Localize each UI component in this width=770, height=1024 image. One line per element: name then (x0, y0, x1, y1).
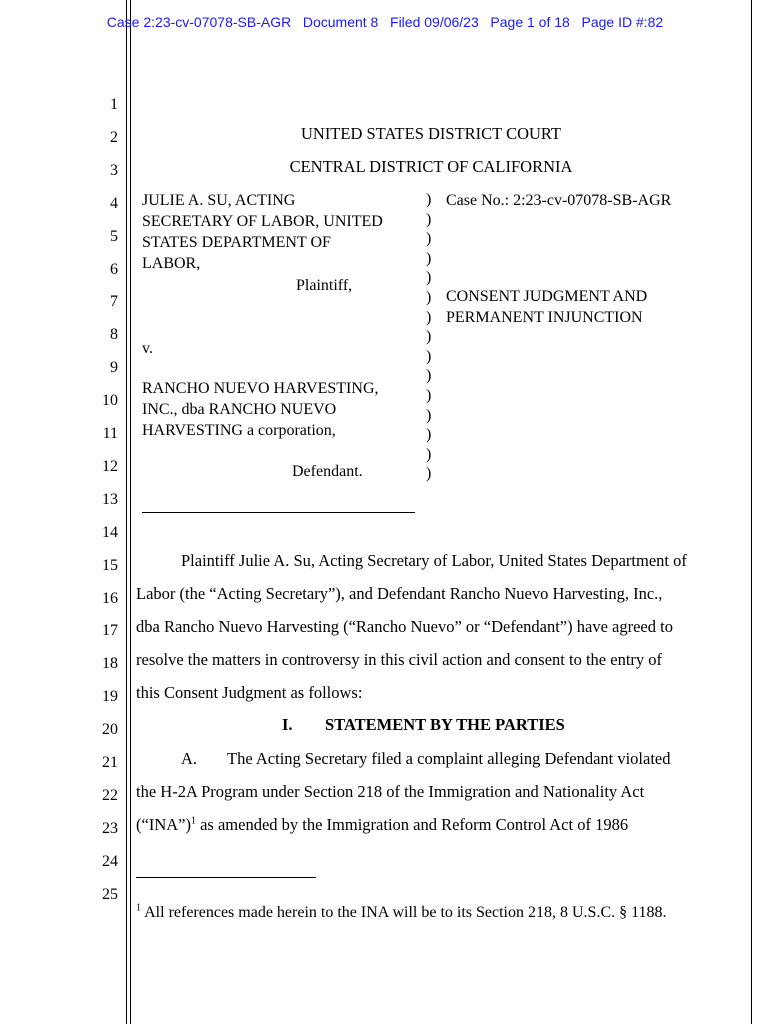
line-number: 10 (102, 392, 118, 410)
paragraph-line: Labor (the “Acting Secretary”), and Defendant Rancho Nuevo Harvesting, Inc., (136, 584, 663, 603)
caption-paren: ) (426, 269, 432, 287)
case-number: Case No.: 2:23-cv-07078-SB-AGR (446, 192, 672, 209)
line-number: 14 (102, 523, 118, 541)
paragraph-line: this Consent Judgment as follows: (136, 683, 363, 702)
line-number: 19 (102, 688, 118, 706)
footnote-separator (136, 877, 316, 878)
caption-paren: ) (426, 367, 432, 385)
line-number: 20 (102, 721, 118, 739)
line-number: 24 (102, 852, 118, 870)
plaintiff-line: STATES DEPARTMENT OF (142, 234, 331, 251)
line-number: 21 (102, 754, 118, 771)
caption-paren: ) (426, 191, 432, 208)
line-number: 7 (110, 293, 118, 311)
footnote-reference[interactable]: 1 (190, 815, 196, 827)
plaintiff-line: SECRETARY OF LABOR, UNITED (142, 213, 383, 230)
line-number: 15 (102, 556, 118, 574)
paragraph-line: dba Rancho Nuevo Harvesting (“Rancho Nuevo” or “Defendant”) have agreed to (136, 617, 673, 636)
footnote-text: All references made herein to the INA will be to its Section 218, 8 U.S.C. § 1188. (141, 904, 667, 921)
caption-underline (142, 512, 415, 513)
section-number: I. (282, 715, 293, 734)
caption-paren: ) (426, 465, 432, 483)
paragraph-line: Plaintiff Julie A. Su, Acting Secretary of Labor, United States Department of (181, 551, 687, 570)
line-number: 1 (110, 96, 118, 113)
caption-paren: ) (426, 328, 432, 346)
court-name: UNITED STATES DISTRICT COURT (300, 124, 561, 143)
document-title-line: CONSENT JUDGMENT AND (446, 288, 648, 305)
caption-paren-column (426, 190, 440, 484)
line-number: 2 (110, 128, 118, 146)
paragraph-line: resolve the matters in controversy in this civil action and consent to the entry of (136, 650, 663, 669)
line-number: 8 (110, 326, 118, 344)
caption-paren: ) (426, 230, 432, 248)
defendant-line: RANCHO NUEVO HARVESTING, (142, 380, 379, 397)
margin-line-left-inner (130, 0, 131, 1024)
plaintiff-line: LABOR, (142, 255, 201, 272)
line-number: 17 (102, 622, 118, 640)
plaintiff-line: JULIE A. SU, ACTING (142, 192, 296, 209)
paragraph-line (136, 815, 628, 835)
text-fragment: as amended by the Immigration and Reform Control Act of 1986 (195, 815, 629, 834)
footnote-marker: 1 (136, 902, 141, 914)
line-number: 5 (110, 227, 118, 245)
caption-paren: ) (426, 426, 432, 444)
caption-paren: ) (426, 347, 432, 365)
line-number: 23 (102, 819, 118, 837)
text-fragment: (“INA”) (136, 815, 191, 834)
caption-paren: ) (426, 210, 432, 228)
line-number: 6 (110, 260, 118, 278)
line-number: 9 (110, 359, 118, 377)
line-number: 3 (110, 161, 118, 179)
defendant-line: INC., dba RANCHO NUEVO (142, 401, 337, 418)
document-title-line: PERMANENT INJUNCTION (446, 309, 643, 326)
footnote (136, 904, 667, 922)
line-number: 16 (102, 589, 118, 607)
caption-paren: ) (426, 249, 432, 267)
caption-paren: ) (426, 308, 432, 326)
versus: v. (142, 340, 153, 357)
line-number: 11 (102, 425, 118, 442)
case-header: Case 2:23-cv-07078-SB-AGR Document 8 Filed 09/06/23 Page 1 of 18 Page ID #:82 (106, 14, 664, 30)
line-number: 13 (102, 490, 118, 508)
paragraph-line: The Acting Secretary filed a complaint alleging Defendant violated (227, 749, 671, 768)
line-number: 18 (102, 655, 118, 673)
caption-paren: ) (426, 288, 432, 306)
caption-paren: ) (426, 445, 432, 463)
line-number: 22 (102, 786, 118, 804)
line-number: 4 (110, 194, 118, 212)
section-title: STATEMENT BY THE PARTIES (325, 715, 565, 734)
line-number: 12 (102, 457, 118, 475)
defendant-role: Defendant. (292, 463, 363, 480)
court-district: CENTRAL DISTRICT OF CALIFORNIA (289, 157, 573, 176)
caption-paren: ) (426, 406, 432, 424)
paragraph-line: the H-2A Program under Section 218 of the Immigration and Nationality Act (136, 782, 645, 801)
margin-line-right (751, 0, 752, 1024)
line-number: 25 (102, 885, 118, 903)
plaintiff-role: Plaintiff, (296, 277, 353, 294)
defendant-line: HARVESTING a corporation, (142, 422, 336, 439)
margin-line-left-outer (126, 0, 127, 1024)
item-label: A. (181, 749, 198, 768)
caption-paren: ) (426, 386, 432, 404)
